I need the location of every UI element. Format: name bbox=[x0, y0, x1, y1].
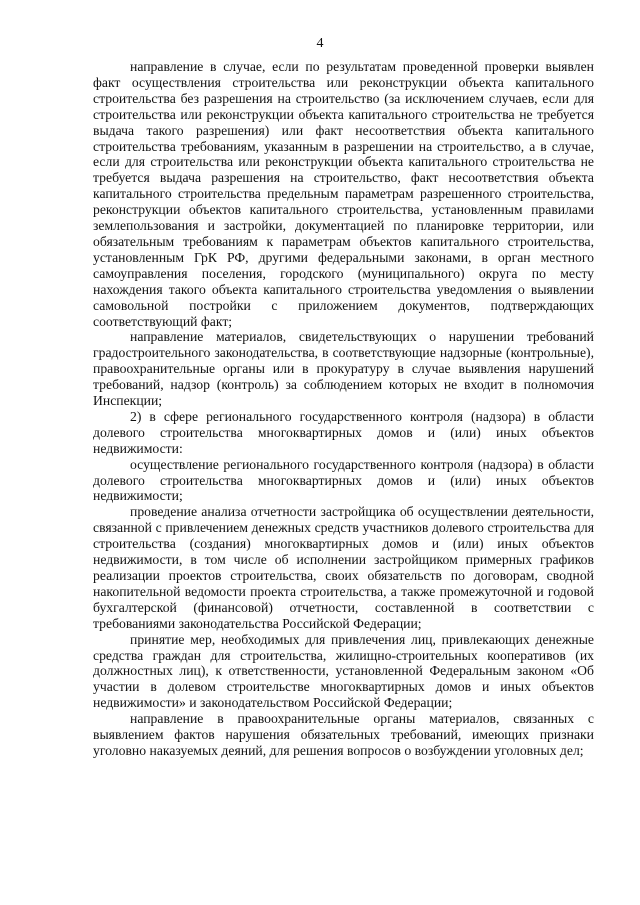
paragraph-materials-to-authorities: направление материалов, свидетельствующих о нарушении требований градостроительного законодательства, в соответствующие надзорные (контрольные), правоохранительные органы или в прокуратуру в случае выявления нарушений требований, надзор (контроль) за соблюдением которых не входит в полномочия Инспекции; bbox=[93, 329, 594, 409]
paragraph-unauthorized-construction-notice: направление в случае, если по результатам проведенной проверки выявлен факт осуществления строительства или реконструкции объекта капитального строительства без разрешения на строительство (за исключением случаев, если для строительства или реконструкции объекта капитального строительства не требуется выдача такого разрешения) или факт несоответствия объекта капитального строительства требованиям, указанным в разрешении на строительство, а в случае, если для строительства или реконструкции объекта капитального строительства не требуется выдача разрешения на строительство, факт несоответствия объекта капитального строительства предельным параметрам разрешенного строительства, реконструкции объектов капитального строительства, установленным правилами землепользования и застройки, документацией по планировке территории, или обязательным требованиям к параметрам объектов капитального строительства, установленным ГрК РФ, другими федеральными законами, в орган местного самоуправления поселения, городского (муниципального) округа по месту нахождения такого объекта капитального строительства уведомления о выявлении самовольной постройки с приложением документов, подтверждающих соответствующий факт; bbox=[93, 59, 594, 329]
paragraph-regional-control: осуществление регионального государственного контроля (надзора) в области долевого строительства многоквартирных домов и (или) иных объектов недвижимости; bbox=[93, 456, 594, 504]
paragraph-liability-measures: принятие мер, необходимых для привлечения лиц, привлекающих денежные средства граждан для строительства, жилищно-строительных кооперативов (их должностных лиц), к ответственности, установленной Федеральным законом «Об участии в долевом строительстве многоквартирных домов и иных объектов недвижимости» и законодательством Российской Федерации; bbox=[93, 631, 594, 711]
paragraph-law-enforcement-referral: направление в правоохранительные органы материалов, связанных с выявлением фактов нарушения обязательных требований, имеющих признаки уголовно наказуемых деяний, для решения вопросов о возбуждении уголовных дел; bbox=[93, 711, 594, 758]
page-number: 4 bbox=[316, 36, 324, 51]
document-body bbox=[93, 59, 594, 759]
paragraph-developer-reporting-analysis: проведение анализа отчетности застройщика об осуществлении деятельности, связанной с привлечением денежных средств участников долевого строительства для строительства (создания) многоквартирных домов и (или) иных объектов недвижимости, в том числе об исполнении застройщиком примерных графиков реализации проектов строительства, своих обязательств по договорам, сводной накопительной ведомости проекта строительства, а также промежуточной и годовой бухгалтерской (финансовой) отчетности, составленной в соответствии с требованиями законодательства Российской Федерации; bbox=[93, 504, 594, 631]
paragraph-shared-construction-heading: 2) в сфере регионального государственного контроля (надзора) в области долевого строительства многоквартирных домов и (или) иных объектов недвижимости: bbox=[93, 408, 594, 456]
